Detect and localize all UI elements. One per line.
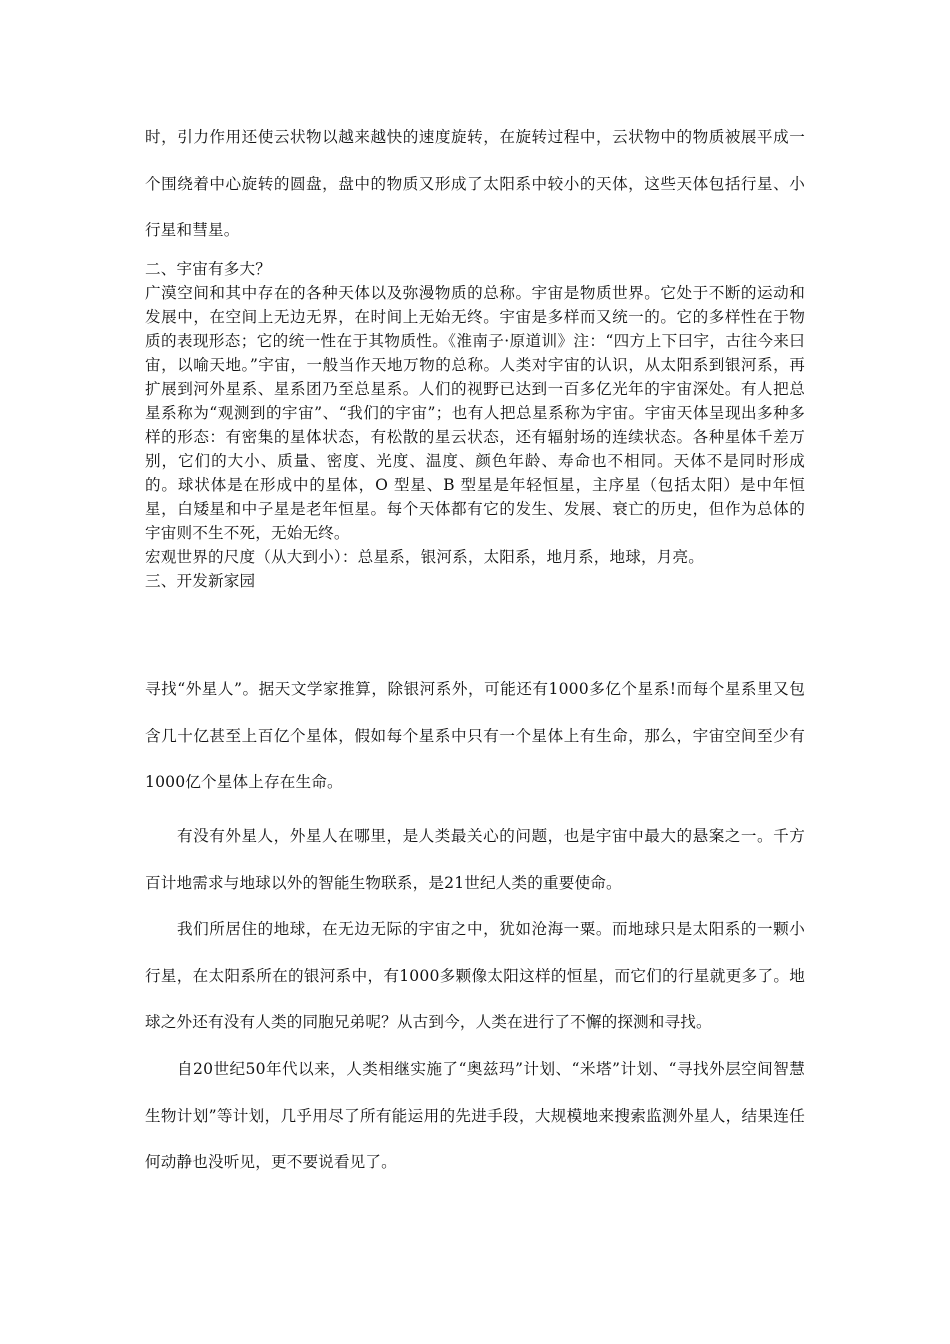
paragraph-search-aliens: 寻找“外星人”。据天文学家推算，除银河系外，可能还有1000多亿个星系!而每个星系里又包含几十亿甚至上百亿个星体，假如每个星系中只有一个星体上有生命，那么，宇宙空间至少有1000亿个星体上存在生命。 — [145, 680, 805, 791]
paragraph-alien-question: 有没有外星人，外星人在哪里，是人类最关心的问题，也是宇宙中最大的悬案之一。千方百计地需求与地球以外的智能生物联系，是21世纪人类的重要使命。 — [145, 827, 805, 892]
section-heading: 三、开发新家园 — [145, 572, 256, 590]
paragraph-macro-scale: 宏观世界的尺度（从大到小）：总星系，银河系，太阳系，地月系，地球，月亮。 — [145, 548, 704, 566]
paragraph-search-programs: 自20世纪50年代以来，人类相继实施了“奥兹玛”计划、“米塔”计划、“寻找外层空间智慧生物计划”等计划，几乎用尽了所有能运用的先进手段，大规模地来搜索监测外星人，结果连任何动静也没听见，更不要说看见了。 — [145, 1060, 805, 1171]
paragraph-universe-definition: 广漠空间和其中存在的各种天体以及弥漫物质的总称。宇宙是物质世界。它处于不断的运动和发展中，在空间上无边无界，在时间上无始无终。宇宙是多样而又统一的。它的多样性在于物质的表现形态；它的统一性在于其物质性。《淮南子·原道训》注：“四方上下曰宇，古往今来曰宙，以喻天地。”宇宙，一般当作天地万物的总称。人类对宇宙的认识，从太阳系到银河系，再扩展到河外星系、星系团乃至总星系。人们的视野已达到一百多亿光年的宇宙深处。有人把总星系称为“观测到的宇宙”、“我们的宇宙”；也有人把总星系称为宇宙。宇宙天体呈现出多种多样的形态：有密集的星体状态，有松散的星云状态，还有辐射场的连续状态。各种星体千差万别，它们的大小、质量、密度、光度、温度、颜色年龄、寿命也不相同。天体不是同时形成的。球状体是在形成中的星体，O 型星、B 型星是年轻恒星，主序星（包括太阳）是中年恒星，白矮星和中子星是老年恒星。每个天体都有它的发生、发展、衰亡的历史，但作为总体的宇宙则不生不死，无始无终。 — [145, 284, 805, 542]
section-universe-size — [145, 257, 805, 593]
paragraph-nebula-rotation: 时，引力作用还使云状物以越来越快的速度旋转，在旋转过程中，云状物中的物质被展平成一个围绕着中心旋转的圆盘，盘中的物质又形成了太阳系中较小的天体，这些天体包括行星、小行星和彗星。 — [145, 128, 805, 239]
paragraph-earth-in-universe: 我们所居住的地球，在无边无际的宇宙之中，犹如沧海一粟。而地球只是太阳系的一颗小行星，在太阳系所在的银河系中，有1000多颗像太阳这样的恒星，而它们的行星就更多了。地球之外还有没有人类的同胞兄弟呢？从古到今，人类在进行了不懈的探测和寻找。 — [145, 920, 805, 1031]
section-heading: 二、宇宙有多大？ — [145, 260, 271, 278]
